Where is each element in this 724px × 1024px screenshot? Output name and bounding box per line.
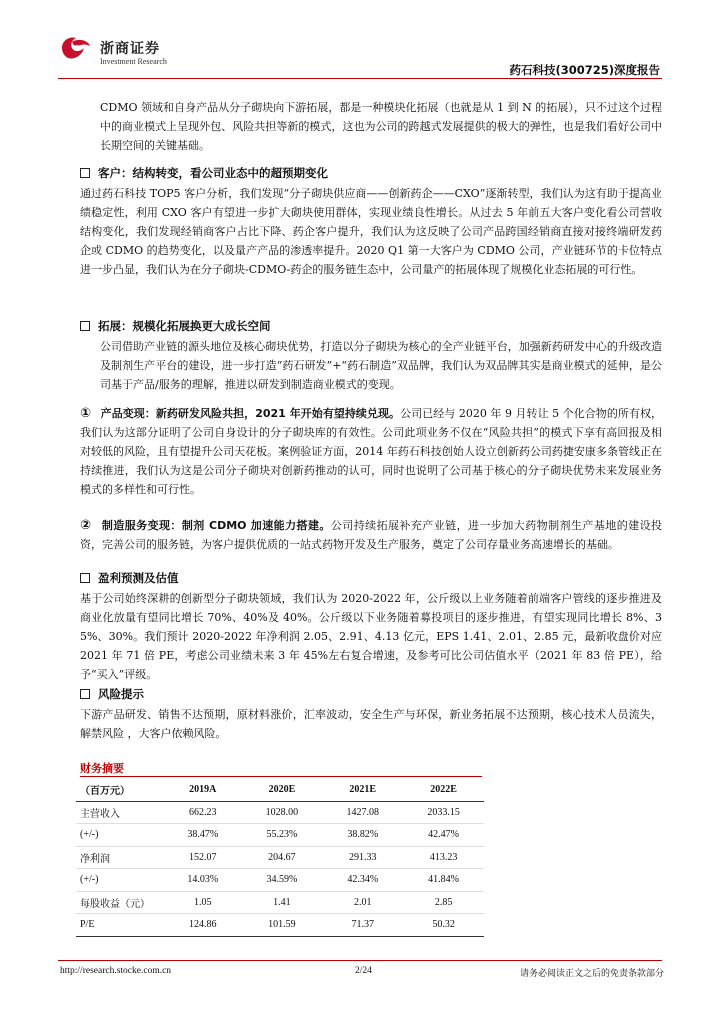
table-cell: 662.23 <box>164 801 242 824</box>
table-cell: 55.23% <box>242 824 323 847</box>
checkbox-bullet-icon <box>80 689 90 699</box>
table-row <box>76 801 484 824</box>
checkbox-bullet-icon <box>80 321 90 331</box>
table-row <box>76 824 484 847</box>
table-cell: 2033.15 <box>403 801 484 824</box>
footer-divider <box>58 960 662 961</box>
checkbox-bullet-icon <box>80 168 90 178</box>
table-cell: 50.32 <box>403 914 484 937</box>
table-cell: 1.41 <box>242 891 323 914</box>
table-cell: 1.05 <box>164 891 242 914</box>
table-cell: 38.82% <box>322 824 403 847</box>
table-cell: 38.47% <box>164 824 242 847</box>
intro-paragraph: CDMO 领域和自身产品从分子砌块向下游拓展，都是一种模块化拓展（也就是从 1 到 N 的拓展），只不过这个过程中的商业模式上呈现外包、风险共担等新的模式，这也为公司的跨越式发展提供的极大的弹性，也是我们看好公司中长期空间的关键基础。 <box>100 101 662 152</box>
table-row <box>76 891 484 914</box>
section-heading-customer: 客户：结构转变，看公司业态中的超预期变化 <box>80 165 328 181</box>
logo-icon <box>58 34 94 62</box>
table-cell: 34.59% <box>242 869 323 892</box>
row-label: P/E <box>76 914 164 937</box>
table-cell: 1427.08 <box>322 801 403 824</box>
table-cell: 204.67 <box>242 846 323 869</box>
table-cell: 14.03% <box>164 869 242 892</box>
header-divider <box>58 78 662 79</box>
column-header: （百万元） <box>76 779 164 801</box>
table-row <box>76 846 484 869</box>
item-manufacturing: ② 制造服务变现：制剂 CDMO 加速能力搭建。公司持续拓展补充产业链，进一步加大药物制剂生产基地的建设投资，完善公司的服务链，为客户提供优质的一站式药物开发及生产服务，奠定了公司存量业务高速增长的基础。 <box>80 518 663 551</box>
column-header: 2019A <box>164 779 242 801</box>
circled-number: ① <box>80 406 92 421</box>
checkbox-bullet-icon <box>80 573 90 583</box>
disclaimer-note: 请务必阅读正文之后的免责条款部分 <box>519 969 664 979</box>
table-cell: 2.85 <box>403 891 484 914</box>
table-header-row <box>76 779 484 801</box>
row-label: 净利润 <box>76 846 164 869</box>
forecast-paragraph: 基于公司始终深耕的创新型分子砌块领域，我们认为 2020-2022 年，公斤级以上业务随着前端客户管线的逐步推进及商业化放量有望同比增长 70%、40%及 40%。公斤级以下业务随着募投项目的逐步推进，有望实现同比增长 8%、35%、30%。我们预计 2020-2022 年净利润 2.05、2.91、4.13 亿元，EPS 1.41、2.01、2.85 元，最新收盘价对应 2021 年 71 倍 PE，考虑公司业绩未来 3 年 45%左右复合增速，及参考可比公司估值水平（2021 年 83 倍 PE），给予“买入”评级。 <box>80 592 662 681</box>
financials-table <box>76 779 484 937</box>
financials-title: 财务摘要 <box>80 762 124 775</box>
page-number: 2/24 <box>355 966 372 976</box>
financials-divider <box>80 776 482 777</box>
table-cell: 42.34% <box>322 869 403 892</box>
row-label: 主营收入 <box>76 801 164 824</box>
section-heading-forecast: 盈利预测及估值 <box>80 570 179 586</box>
column-header: 2021E <box>322 779 403 801</box>
table-cell: 124.86 <box>164 914 242 937</box>
expand-paragraph: 公司借助产业链的源头地位及核心砌块优势，打造以分子砌块为核心的全产业链平台，加强新药研发中心的升级改造及制剂生产平台的建设，进一步打造“药石研发”+“药石制造”双品牌，我们认为双品牌其实是商业模式的延伸，是公司基于产品/服务的理解，推进以研发到制造商业模式的变现。 <box>100 340 662 391</box>
table-cell: 152.07 <box>164 846 242 869</box>
circled-number: ② <box>80 518 92 533</box>
brand-english: Investment Research <box>100 57 167 66</box>
footer-url-link[interactable]: http://research.stocke.com.cn <box>60 966 172 976</box>
report-title: 药石科技(300725)深度报告 <box>509 63 660 77</box>
column-header: 2022E <box>403 779 484 801</box>
row-label: 每股收益（元） <box>76 891 164 914</box>
risk-paragraph: 下游产品研发、销售不达预期，原材料涨价，汇率波动，安全生产与环保，新业务拓展不达预期，核心技术人员流失，解禁风险 ，大客户依赖风险。 <box>80 708 662 740</box>
row-label: (+/-) <box>76 869 164 892</box>
brand-name: 浙商证券 <box>100 41 160 57</box>
table-cell: 41.84% <box>403 869 484 892</box>
table-cell: 2.01 <box>322 891 403 914</box>
table-cell: 291.33 <box>322 846 403 869</box>
column-header: 2020E <box>242 779 323 801</box>
table-row <box>76 869 484 892</box>
table-cell: 42.47% <box>403 824 484 847</box>
section-heading-risk: 风险提示 <box>80 686 144 702</box>
table-cell: 1028.00 <box>242 801 323 824</box>
table-cell: 101.59 <box>242 914 323 937</box>
customer-paragraph: 通过药石科技 TOP5 客户分析，我们发现“分子砌块供应商——创新药企——CXO”逐渐转型，我们认为这有助于提高业绩稳定性，利用 CXO 客户有望进一步扩大砌块使用群体，实现业绩良性增长。从过去 5 年前五大客户变化看公司营收结构变化，我们发现经销商客户占比下降、药企客户提升，我们认为这反映了公司产品跨国经销商直接对接终端研发药企或 CDMO 的趋势变化，以及量产产品的渗透率提升。2020 Q1 第一大客户为 CDMO 公司，产业链环节的卡位特点进一步凸显，我们认为在分子砌块-CDMO-药企的服务链生态中，公司量产的拓展体现了规模化业态拓展的可行性。 <box>80 187 662 276</box>
section-heading-expand: 拓展：规模化拓展换更大成长空间 <box>80 318 271 334</box>
item-product: ① 产品变现：新药研发风险共担，2021 年开始有望持续兑现。公司已经与 2020 年 9 月转让 5 个化合物的所有权，我们认为这部分证明了公司自身设计的分子砌块库的有效性。公司此项业务不仅在“风险共担”的模式下享有高回报及相对较低的风险，且有望提升公司天花板。案例验证方面，2014 年药石科技创始人设立创新药公司药捷安康多条管线正在持续推进，我们认为这是公司分子砌块对创新药推动的认可，同时也说明了公司基于核心的分子砌块优势未来发展业务模式的多样性和可行性。 <box>80 406 663 496</box>
row-label: (+/-) <box>76 824 164 847</box>
table-row <box>76 914 484 937</box>
table-cell: 71.37 <box>322 914 403 937</box>
table-cell: 413.23 <box>403 846 484 869</box>
